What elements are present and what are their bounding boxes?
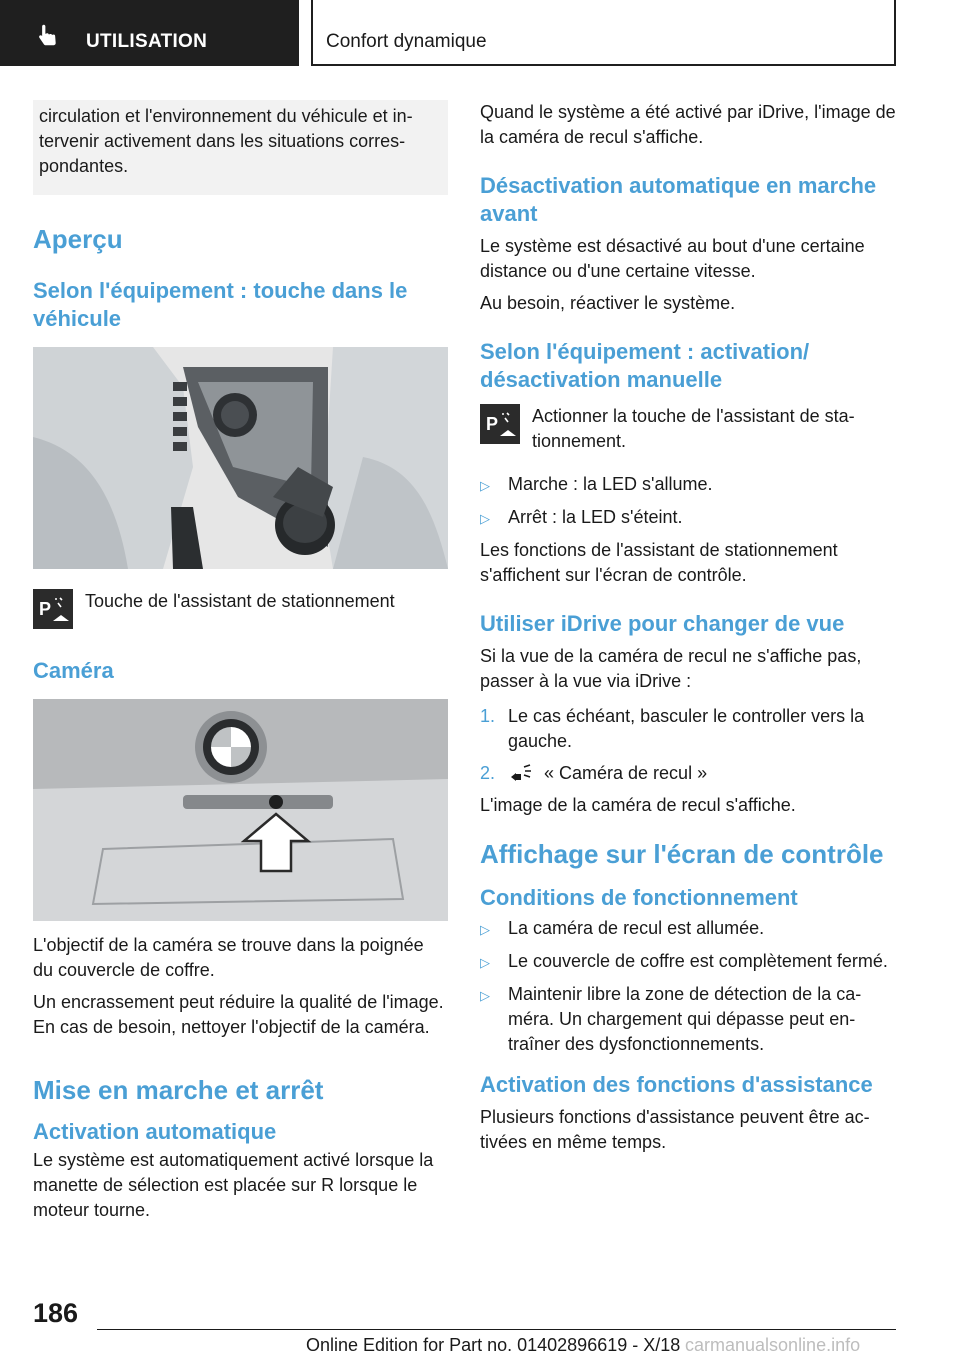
intro-box — [33, 100, 448, 195]
bullet-triangle-icon: ▷ — [480, 922, 490, 937]
heading-desactivation: Désactivation automatique en marche avant — [480, 173, 877, 226]
led-text: Les fonctions de l'assistant de stationnement s'affichent sur l'écran de contrôle. — [480, 540, 838, 585]
bullet-triangle-icon: ▷ — [480, 955, 490, 970]
manuelle-icon-text: Actionner la touche de l'assistant de stationnement. — [532, 406, 855, 451]
footer-divider — [97, 1329, 896, 1330]
camera-text-1: L'objectif de la caméra se trouve dans la poignée du couvercle de coffre. — [33, 935, 424, 980]
header-chapter-label: Confort dynamique — [326, 31, 487, 52]
activation-text: Le système est automatiquement activé lorsque la manette de sélection est placée sur R lorsque le moteur tourne. — [33, 1150, 434, 1220]
desact-text-2: Au besoin, réactiver le système. — [480, 293, 736, 313]
intro-text: circulation et l'environnement du véhicule et intervenir activement dans les situations correspondantes. — [39, 106, 413, 176]
heading-activation-auto: Activation automatique — [33, 1119, 277, 1144]
parking-assistant-icon — [480, 404, 520, 444]
heading-apercu: Aperçu — [33, 224, 123, 254]
center-console-illustration — [33, 347, 448, 569]
parking-assistant-icon — [33, 589, 73, 629]
list-item: ▷ Maintenir libre la zone de détection de la caméra. Un chargement qui dépasse peut entraîner des dysfonctionnements. — [480, 982, 896, 1057]
bullet-triangle-icon: ▷ — [480, 478, 490, 493]
list-item: ▷ La caméra de recul est allumée. — [480, 916, 896, 942]
button-caption: Touche de l'assistant de stationnement — [85, 591, 395, 611]
camera-text-2: Un encrassement peut réduire la qualité de l'image. En cas de besoin, nettoyer l'objectif de la caméra. — [33, 992, 444, 1037]
idrive-text: Quand le système a été activé par iDrive, l'image de la caméra de recul s'affiche. — [480, 102, 896, 147]
vue-text-2: L'image de la caméra de recul s'affiche. — [480, 795, 796, 815]
heading-camera: Caméra — [33, 658, 114, 683]
svg-text:P: P — [39, 599, 52, 619]
header-section-label: UTILISATION — [86, 31, 208, 52]
conditions-list — [480, 916, 896, 1057]
right-column — [480, 100, 896, 1155]
heading-fonctions: Activation des fonctions d'assistance — [480, 1072, 873, 1097]
svg-text:P: P — [486, 414, 499, 434]
heading-manuelle: Selon l'équipement : activation/ désactivation manuelle — [480, 339, 810, 392]
steps-list — [480, 704, 896, 786]
header-chapter-box — [311, 0, 896, 66]
console-image — [33, 347, 448, 569]
list-item: ▷ Marche : la LED s'allume. — [480, 472, 896, 498]
list-item: 2. « Caméra de recul » — [480, 763, 708, 783]
vue-text: Si la vue de la caméra de recul ne s'affiche pas, passer à la vue via iDrive : — [480, 646, 862, 691]
heading-conditions: Conditions de fonctionnement — [480, 885, 798, 910]
list-item: 1. Le cas échéant, basculer le controller vers la gauche. — [480, 706, 865, 751]
heading-vue: Utiliser iDrive pour changer de vue — [480, 611, 845, 636]
list-item: ▷ Le couvercle de coffre est complètement fermé. — [480, 949, 896, 975]
header-section-tab — [0, 0, 299, 66]
footer-watermark: carmanualsonline.info — [685, 1335, 861, 1355]
bullet-triangle-icon: ▷ — [480, 988, 490, 1003]
fonctions-text: Plusieurs fonctions d'assistance peuvent être activées en même temps. — [480, 1107, 870, 1152]
page-number: 186 — [33, 1298, 79, 1328]
list-item: ▷ Arrêt : la LED s'éteint. — [480, 505, 896, 531]
hand-pointer-icon — [34, 22, 60, 48]
trunk-camera-illustration — [33, 699, 448, 921]
heading-affichage: Affichage sur l'écran de contrôle — [480, 839, 884, 869]
heading-equipement: Selon l'équipement : touche dans le véhicule — [33, 278, 408, 331]
footer-edition: Online Edition for Part no. 01402896619 - X/18 — [306, 1335, 681, 1355]
heading-mise-en-marche: Mise en marche et arrêt — [33, 1075, 324, 1105]
desact-text-1: Le système est désactivé au bout d'une certaine distance ou d'une certaine vitesse. — [480, 236, 865, 281]
button-caption-row — [33, 589, 448, 629]
camera-image — [33, 699, 448, 921]
led-bullet-list — [480, 472, 896, 531]
manuelle-icon-row — [480, 404, 896, 454]
bullet-triangle-icon: ▷ — [480, 511, 490, 526]
rear-camera-icon — [508, 763, 534, 785]
left-column — [33, 100, 448, 1223]
